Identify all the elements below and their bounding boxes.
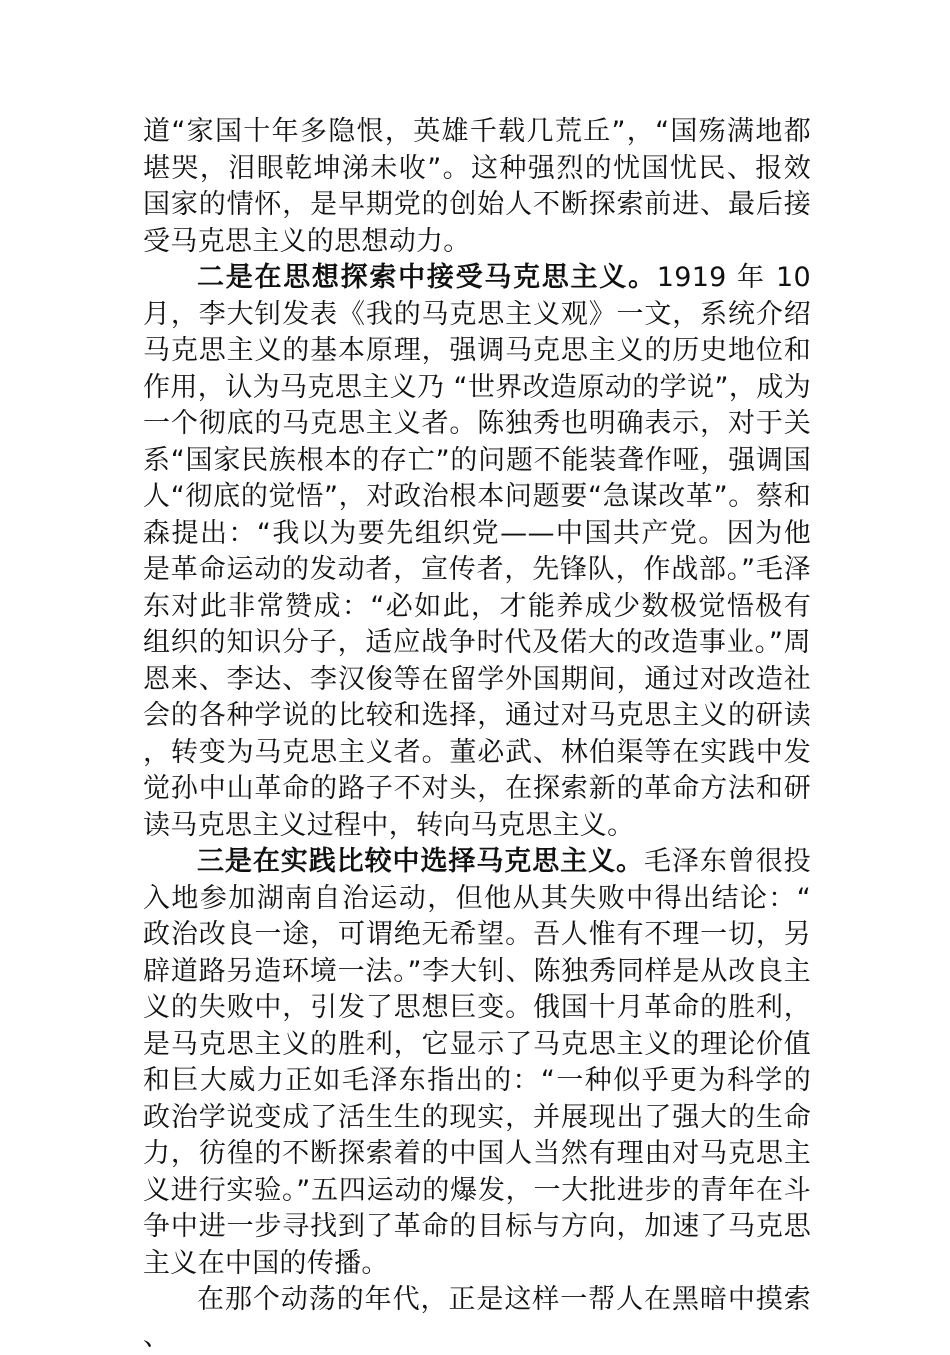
paragraph-1 <box>143 114 811 260</box>
body-text <box>143 114 811 1355</box>
paragraph-4-text: 在那个动荡的年代，正是这样一帮人在黑暗中摸索、 <box>143 1284 811 1352</box>
paragraph-2-heading: 二是在思想探索中接受马克思主义。 <box>197 262 657 293</box>
paragraph-3 <box>143 844 811 1282</box>
paragraph-2 <box>143 260 811 844</box>
paragraph-1-text: 道“家国十年多隐恨，英雄千载几荒丘”，“国殇满地都堪哭，泪眼乾坤涕未收”。这种强烈的忧国忧民、报效国家的情怀，是早期党的创始人不断探索前进、最后接受马克思主义的思想动力。 <box>143 116 811 257</box>
paragraph-3-heading: 三是在实践比较中选择马克思主义。 <box>197 846 644 877</box>
paragraph-2-text: 1919 年 10 月，李大钊发表《我的马克思主义观》一文，系统介绍马克思主义的基本原理，强调马克思主义的历史地位和作用，认为马克思主义乃 “世界改造原动的学说”，成为一个彻底的马克思主义者。陈独秀也明确表示，对于关系“国家民族根本的存亡”的问题不能装聋作哑，强调国人“彻底的觉悟”，对政治根本问题要“急谋改革”。蔡和森提出：“我以为要先组织党——中国共产党。因为他是革命运动的发动者，宣传者，先锋队，作战部。”毛泽东对此非常赞成：“必如此，才能养成少数极觉悟极有组织的知识分子，适应战争时代及偌大的改造事业。”周恩来、李达、李汉俊等在留学外国期间，通过对改造社会的各种学说的比较和选择，通过对马克思主义的研读，转变为马克思主义者。董必武、林伯渠等在实践中发觉孙中山革命的路子不对头，在探索新的革命方法和研读马克思主义过程中，转向马克思主义。 <box>143 262 811 841</box>
paragraph-3-text: 毛泽东曾很投入地参加湖南自治运动，但他从其失败中得出结论：“政治改良一途，可谓绝无希望。吾人惟有不理一切，另辟道路另造环境一法。”李大钊、陈独秀同样是从改良主义的失败中，引发了思想巨变。俄国十月革命的胜利，是马克思主义的胜利，它显示了马克思主义的理论价值和巨大威力正如毛泽东指出的：“一种似乎更为科学的政治学说变成了活生生的现实，并展现出了强大的生命力，彷徨的不断探索着的中国人当然有理由对马克思主义进行实验。”五四运动的爆发，一大批进步的青年在斗争中进一步寻找到了革命的目标与方向，加速了马克思主义在中国的传播。 <box>143 846 811 1279</box>
paragraph-4 <box>143 1282 811 1355</box>
